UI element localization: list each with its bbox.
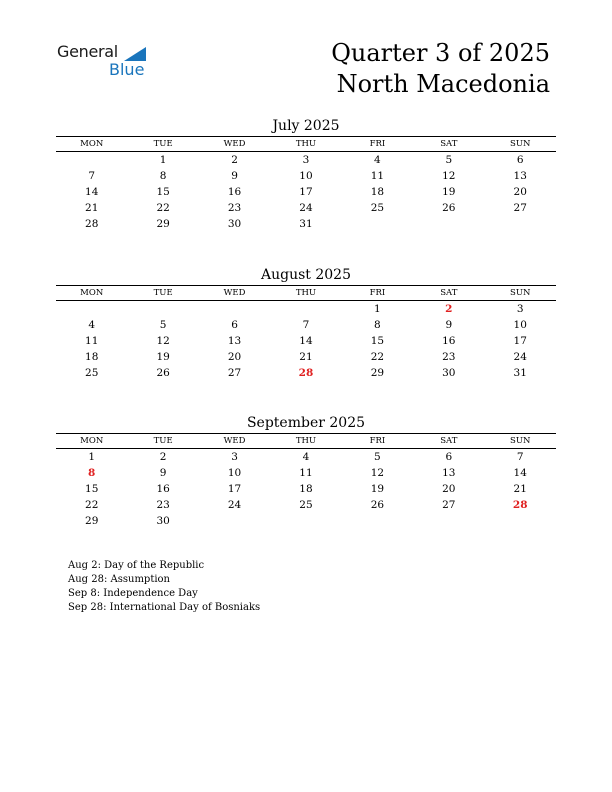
day-cell: 8	[159, 170, 167, 182]
day-cell: 1	[374, 303, 381, 315]
day-cell: 2	[445, 303, 453, 315]
day-cell	[413, 513, 484, 529]
day-cell: 19	[156, 351, 170, 363]
day-cell: 15	[85, 483, 99, 495]
month-calendar	[56, 265, 556, 381]
day-cell: 8	[88, 467, 96, 479]
day-cell	[56, 152, 127, 168]
weekday-label: THU	[295, 288, 317, 298]
day-cell: 28	[85, 218, 99, 230]
day-cell: 6	[445, 451, 453, 463]
day-cell	[199, 301, 270, 317]
day-cell	[270, 301, 341, 317]
holiday-note: Aug 2: Day of the Republic	[68, 560, 205, 571]
day-cell: 24	[227, 499, 242, 511]
day-cell: 23	[442, 351, 456, 363]
day-cell: 22	[85, 499, 99, 511]
day-cell: 2	[159, 451, 167, 463]
day-cell: 20	[227, 351, 242, 363]
day-cell: 1	[88, 451, 96, 463]
day-cell: 24	[513, 351, 527, 363]
day-cell: 29	[156, 218, 170, 230]
day-cell: 13	[513, 170, 527, 182]
weekday-label: MON	[80, 139, 104, 149]
day-cell: 17	[227, 483, 242, 495]
week-row	[56, 184, 556, 200]
page-title	[331, 38, 550, 100]
day-cell: 26	[156, 367, 170, 379]
week-row	[56, 481, 556, 497]
title-quarter: Quarter 3 of 2025	[331, 39, 550, 67]
weekday-label: WED	[223, 436, 246, 446]
day-cell	[270, 513, 341, 529]
day-cell: 6	[231, 319, 238, 331]
day-cell: 22	[370, 351, 385, 363]
month-title: September 2025	[246, 415, 366, 431]
holiday-note: Sep 28: International Day of Bosniaks	[68, 602, 261, 613]
weekday-label: MON	[80, 436, 104, 446]
day-cell: 26	[442, 202, 456, 214]
day-cell	[342, 513, 413, 529]
day-cell: 28	[298, 367, 314, 379]
day-cell	[485, 216, 556, 232]
day-cell: 15	[156, 186, 170, 198]
week-row	[56, 365, 556, 381]
day-cell: 7	[88, 170, 96, 182]
month-calendar	[56, 413, 556, 529]
logo-text-blue: Blue	[109, 60, 145, 79]
week-row	[56, 465, 556, 481]
day-cell	[199, 513, 270, 529]
weekday-label: FRI	[369, 436, 386, 446]
weekday-label: THU	[295, 139, 317, 149]
day-cell	[342, 216, 413, 232]
day-cell: 24	[299, 202, 313, 214]
weekday-label: TUE	[153, 288, 173, 298]
week-row	[56, 216, 556, 232]
weekday-label: SUN	[510, 288, 531, 298]
day-cell: 25	[85, 367, 99, 379]
day-cell: 11	[299, 467, 313, 479]
day-cell	[485, 513, 556, 529]
weekday-label: FRI	[369, 139, 386, 149]
day-cell: 25	[370, 202, 385, 214]
week-row	[56, 497, 556, 513]
day-cell: 3	[516, 303, 524, 315]
day-cell: 18	[299, 483, 313, 495]
week-row	[56, 349, 556, 365]
day-cell: 28	[512, 499, 528, 511]
day-cell: 13	[227, 335, 242, 347]
day-cell: 7	[302, 319, 310, 331]
weekday-label: SUN	[510, 436, 531, 446]
day-cell: 25	[299, 499, 313, 511]
weekday-header	[56, 433, 556, 449]
logo-text-general: General	[57, 42, 118, 61]
day-cell: 14	[513, 467, 527, 479]
day-cell: 29	[85, 515, 99, 527]
day-cell: 9	[159, 467, 167, 479]
weekday-header	[56, 285, 556, 301]
weekday-label: SAT	[440, 139, 458, 149]
weekday-label: MON	[80, 288, 104, 298]
day-cell: 16	[442, 335, 456, 347]
day-cell: 4	[88, 319, 96, 331]
day-cell: 19	[442, 186, 456, 198]
weekday-label: SAT	[440, 288, 458, 298]
day-cell: 12	[370, 467, 385, 479]
day-cell: 9	[445, 319, 453, 331]
day-cell: 22	[156, 202, 170, 214]
day-cell: 16	[227, 186, 242, 198]
holiday-note: Aug 28: Assumption	[68, 574, 171, 585]
day-cell: 7	[516, 451, 524, 463]
day-cell: 26	[370, 499, 385, 511]
day-cell: 18	[370, 186, 385, 198]
day-cell: 11	[85, 335, 99, 347]
logo-triangle-icon	[124, 47, 146, 61]
week-row	[56, 333, 556, 349]
weekday-label: WED	[223, 288, 246, 298]
day-cell: 13	[442, 467, 456, 479]
day-cell	[413, 216, 484, 232]
week-row	[56, 317, 556, 333]
month-calendar	[56, 116, 556, 232]
day-cell: 14	[299, 335, 313, 347]
day-cell: 20	[442, 483, 456, 495]
week-row	[56, 449, 556, 465]
day-cell: 10	[299, 170, 313, 182]
weekday-label: TUE	[153, 139, 173, 149]
day-cell: 10	[227, 467, 242, 479]
day-cell: 11	[370, 170, 385, 182]
weekday-header	[56, 136, 556, 152]
day-cell: 5	[159, 319, 167, 331]
day-cell	[127, 301, 198, 317]
day-cell: 31	[299, 218, 313, 230]
weekday-label: SUN	[510, 139, 531, 149]
day-cell: 30	[442, 367, 456, 379]
day-cell: 17	[299, 186, 313, 198]
day-cell: 19	[370, 483, 385, 495]
week-row	[56, 168, 556, 184]
day-cell: 30	[156, 515, 170, 527]
day-cell: 12	[156, 335, 170, 347]
day-cell: 18	[85, 351, 99, 363]
week-row	[56, 301, 556, 317]
day-cell: 3	[231, 451, 238, 463]
holiday-note: Sep 8: Independence Day	[68, 588, 198, 599]
day-cell: 8	[374, 319, 381, 331]
day-cell: 30	[227, 218, 242, 230]
day-cell: 15	[370, 335, 385, 347]
day-cell: 1	[159, 154, 167, 166]
weekday-label: THU	[295, 436, 317, 446]
day-cell: 27	[227, 367, 242, 379]
day-cell: 31	[513, 367, 527, 379]
weekday-label: WED	[223, 139, 246, 149]
day-cell: 21	[299, 351, 313, 363]
day-cell: 9	[231, 170, 238, 182]
day-cell: 20	[513, 186, 527, 198]
day-cell: 21	[85, 202, 99, 214]
month-title: July 2025	[272, 118, 340, 134]
day-cell: 23	[156, 499, 170, 511]
day-cell	[56, 301, 127, 317]
day-cell: 5	[374, 451, 381, 463]
day-cell: 27	[513, 202, 527, 214]
week-row	[56, 513, 556, 529]
day-cell: 17	[513, 335, 527, 347]
week-row	[56, 200, 556, 216]
week-row	[56, 152, 556, 168]
day-cell: 16	[156, 483, 170, 495]
month-title: August 2025	[261, 267, 351, 283]
day-cell: 23	[227, 202, 242, 214]
day-cell: 4	[374, 154, 381, 166]
day-cell: 2	[231, 154, 238, 166]
day-cell: 3	[302, 154, 310, 166]
day-cell: 21	[513, 483, 527, 495]
day-cell: 4	[302, 451, 310, 463]
weekday-label: FRI	[369, 288, 386, 298]
day-cell: 5	[445, 154, 453, 166]
day-cell: 29	[370, 367, 385, 379]
day-cell: 27	[442, 499, 456, 511]
day-cell: 10	[513, 319, 527, 331]
day-cell: 14	[85, 186, 99, 198]
holiday-notes	[68, 559, 260, 615]
weekday-label: SAT	[440, 436, 458, 446]
title-country: North Macedonia	[336, 70, 550, 98]
day-cell: 12	[442, 170, 456, 182]
day-cell: 6	[516, 154, 524, 166]
weekday-label: TUE	[153, 436, 173, 446]
